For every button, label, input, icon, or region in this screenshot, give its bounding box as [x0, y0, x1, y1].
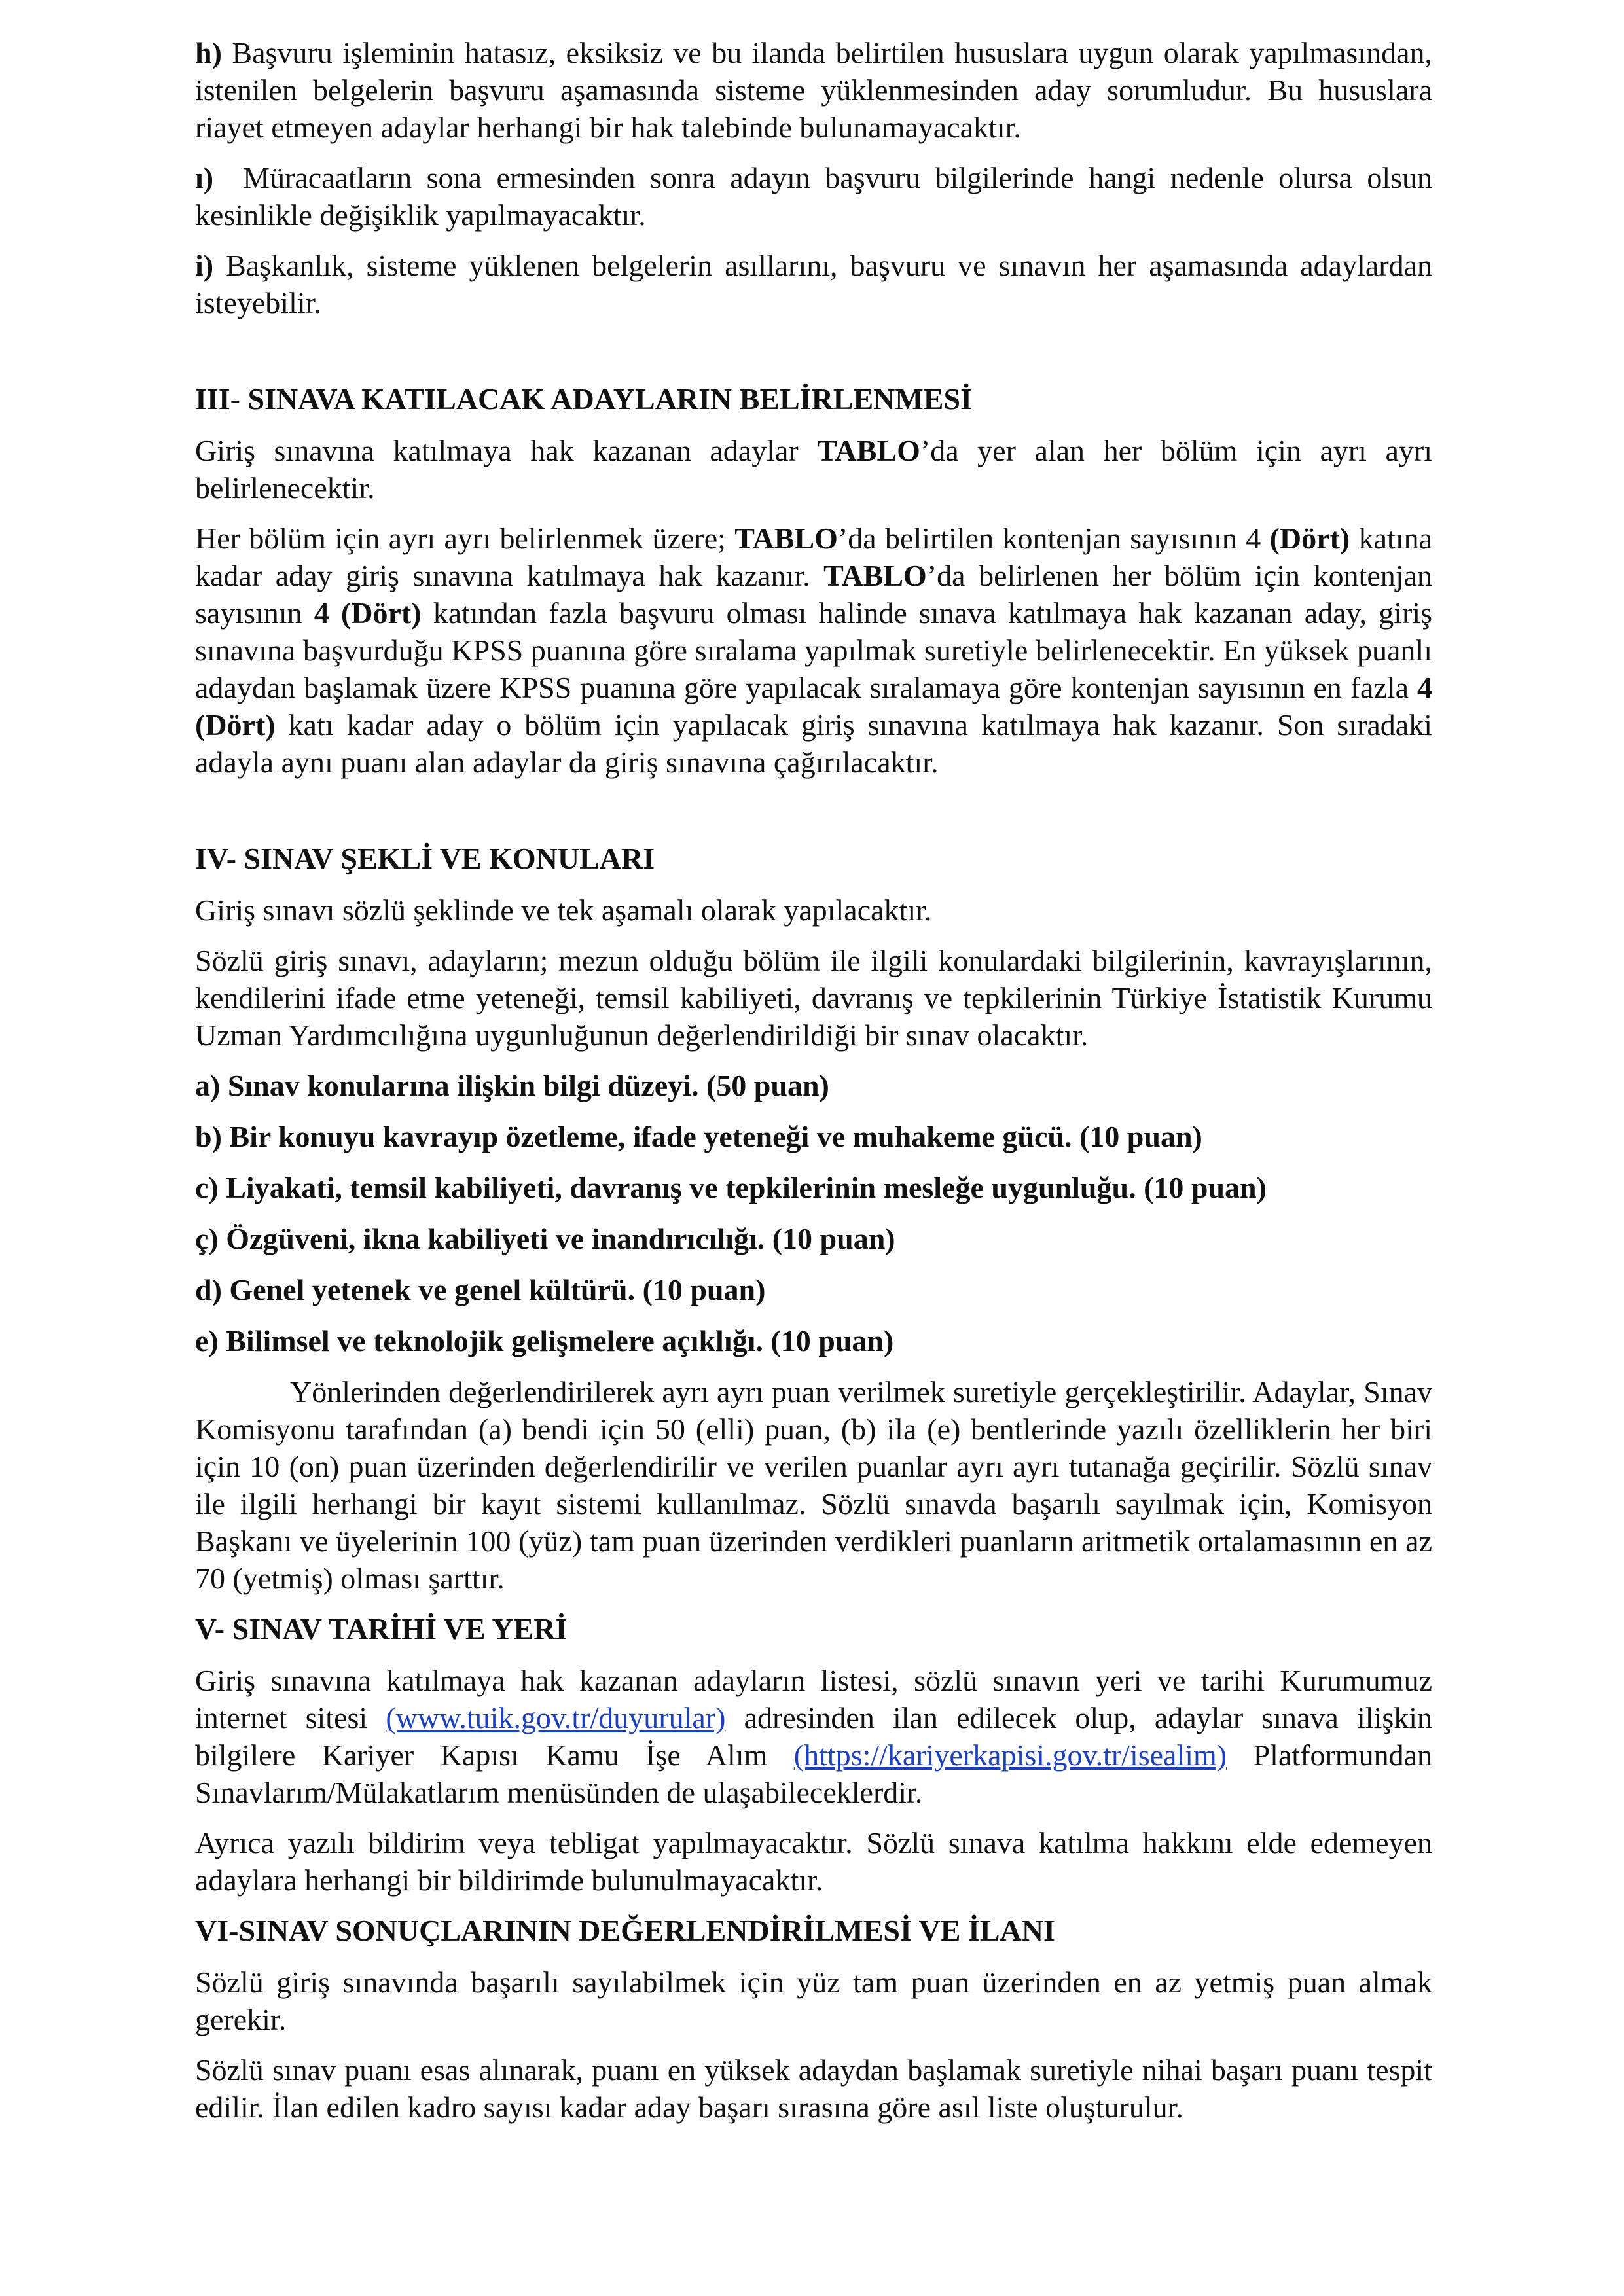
text-run: adresinden ilan edilecek olup, adaylar sınava ilişkin bilgilere Kariyer Kapısı Kamu İşe Alım	[195, 1701, 1432, 1772]
bold-run: 4 (Dört)	[195, 671, 1432, 742]
item-i-label: i)	[195, 249, 214, 282]
text-run: katından fazla başvuru olması halinde sınava katılmaya hak kazanan aday, giriş sınavına başvurduğu KPSS puanına göre sıralama yapılmak suretiyle belirlenecektir. En yüksek puanlı adaydan başlamak üzere KPSS puanına göre yapılacak sıralamaya göre kontenjan sayısının en fazla	[195, 596, 1433, 704]
item-i	[195, 247, 1432, 321]
bold-run: TABLO	[734, 522, 838, 555]
document-page	[195, 34, 1432, 2126]
kariyer-kapisi-link[interactable]: (https://kariyerkapisi.gov.tr/isealim)	[793, 1738, 1227, 1772]
bold-run: TABLO	[817, 434, 920, 467]
criterion-c-cedilla: ç) Özgüveni, ikna kabiliyeti ve inandırıcılığı. (10 puan)	[195, 1222, 895, 1255]
criterion-c: c) Liyakati, temsil kabiliyeti, davranış ve tepkilerinin mesleğe uygunluğu. (10 puan)	[195, 1171, 1267, 1204]
bold-run: TABLO	[823, 559, 927, 592]
text-run: Giriş sınavına katılmaya hak kazanan adayların listesi, sözlü sınavın yeri ve tarihi Kurumumuz internet sitesi	[195, 1664, 1432, 1734]
section-v-heading: V- SINAV TARİHİ VE YERİ	[195, 1612, 568, 1645]
tuik-duyurular-link[interactable]: (www.tuik.gov.tr/duyurular)	[386, 1701, 726, 1734]
text-run: katı kadar aday o bölüm için yapılacak giriş sınavına katılmaya hak kazanır. Son sıradaki adayla aynı puanı alan adaylar da giriş sınavına çağırılacaktır.	[195, 708, 1432, 779]
section-iv-heading: IV- SINAV ŞEKLİ VE KONULARI	[195, 842, 655, 875]
text-run: Platformundan Sınavlarım/Mülakatlarım menüsünden de ulaşabileceklerdir.	[195, 1738, 1432, 1809]
section-iii-paragraph-1	[195, 432, 1432, 507]
item-h-text: Başvuru işleminin hatasız, eksiksiz ve bu ilanda belirtilen hususlara uygun olarak yapılmasından, istenilen belgelerin başvuru aşamasında sisteme yüklenmesinden aday sorumludur. Bu hususlara riayet etmeyen adaylar herhangi bir hak talebinde bulunamayacaktır.	[195, 36, 1433, 144]
item-i-text: Başkanlık, sisteme yüklenen belgelerin asıllarını, başvuru ve sınavın her aşamasında adaylardan isteyebilir.	[195, 249, 1432, 319]
bold-run: 4 (Dört)	[314, 596, 422, 630]
criterion-d: d) Genel yetenek ve genel kültürü. (10 puan)	[195, 1273, 766, 1306]
item-i-dotless	[195, 159, 1432, 234]
section-v-paragraph-2: Ayrıca yazılı bildirim veya tebligat yapılmayacaktır. Sözlü sınava katılma hakkını elde edemeyen adaylara herhangi bir bildirimde bulunulmayacaktır.	[195, 1826, 1432, 1897]
section-iv-paragraph-2: Sözlü giriş sınavı, adayların; mezun olduğu bölüm ile ilgili konulardaki bilgilerinin, kavrayışlarının, kendilerini ifade etme yeteneği, temsil kabiliyeti, davranış ve tepkilerinin Türkiye İstatistik Kurumu Uzman Yardımcılığına uygunluğunun değerlendirildiği bir sınav olacaktır.	[195, 944, 1432, 1052]
text-run: katına kadar aday giriş sınavına katılmaya hak kazanır.	[195, 522, 1432, 592]
text-run: ’da belirtilen kontenjan sayısının 4	[837, 522, 1270, 555]
criterion-e: e) Bilimsel ve teknolojik gelişmelere açıklığı. (10 puan)	[195, 1324, 894, 1357]
text-run: ’da yer alan her bölüm için ayrı ayrı belirlenecektir.	[195, 434, 1433, 505]
item-h	[195, 34, 1432, 146]
criterion-a: a) Sınav konularına ilişkin bilgi düzeyi. (50 puan)	[195, 1069, 829, 1102]
section-iv-paragraph-3: Yönlerinden değerlendirilerek ayrı ayrı puan verilmek suretiyle gerçekleştirilir. Adaylar, Sınav Komisyonu tarafından (a) bendi için 50 (elli) puan, (b) ila (e) bentlerinde yazılı özelliklerin her biri için 10 (on) puan üzerinden değerlendirilir ve verilen puanlar ayrı ayrı tutanağa geçirilir. Sözlü sınav ile ilgili herhangi bir kayıt sistemi kullanılmaz. Sözlü sınavda başarılı sayılmak için, Komisyon Başkanı ve üyelerinin 100 (yüz) tam puan üzerinden verdikleri puanların aritmetik ortalamasının en az 70 (yetmiş) olması şarttır.	[195, 1375, 1432, 1595]
section-vi-paragraph-2: Sözlü sınav puanı esas alınarak, puanı en yüksek adaydan başlamak suretiyle nihai başarı puanı tespit edilir. İlan edilen kadro sayısı kadar aday başarı sırasına göre asıl liste oluşturulur.	[195, 2053, 1432, 2124]
section-iv-paragraph-1: Giriş sınavı sözlü şeklinde ve tek aşamalı olarak yapılacaktır.	[195, 893, 932, 927]
item-i-dotless-label: ı)	[195, 161, 214, 194]
section-iii-paragraph-2	[195, 520, 1432, 781]
text-run: Giriş sınavına katılmaya hak kazanan adaylar	[195, 434, 818, 467]
section-vi-paragraph-1: Sözlü giriş sınavında başarılı sayılabilmek için yüz tam puan üzerinden en az yetmiş puan almak gerekir.	[195, 1965, 1432, 2036]
text-run: ’da belirlenen her bölüm için kontenjan sayısının	[195, 559, 1432, 630]
text-run: Her bölüm için ayrı ayrı belirlenmek üzere;	[195, 522, 735, 555]
item-i-dotless-text: Müracaatların sona ermesinden sonra adayın başvuru bilgilerinde hangi nedenle olursa olsun kesinlikle değişiklik yapılmayacaktır.	[195, 161, 1433, 232]
section-vi-heading: VI-SINAV SONUÇLARININ DEĞERLENDİRİLMESİ VE İLANI	[195, 1914, 1055, 1947]
section-v-paragraph-1	[195, 1662, 1432, 1811]
section-iii-heading: III- SINAVA KATILACAK ADAYLARIN BELİRLENMESİ	[195, 382, 972, 416]
criterion-b: b) Bir konuyu kavrayıp özetleme, ifade yeteneği ve muhakeme gücü. (10 puan)	[195, 1120, 1202, 1153]
item-h-label: h)	[195, 36, 222, 69]
bold-run: (Dört)	[1269, 522, 1350, 555]
